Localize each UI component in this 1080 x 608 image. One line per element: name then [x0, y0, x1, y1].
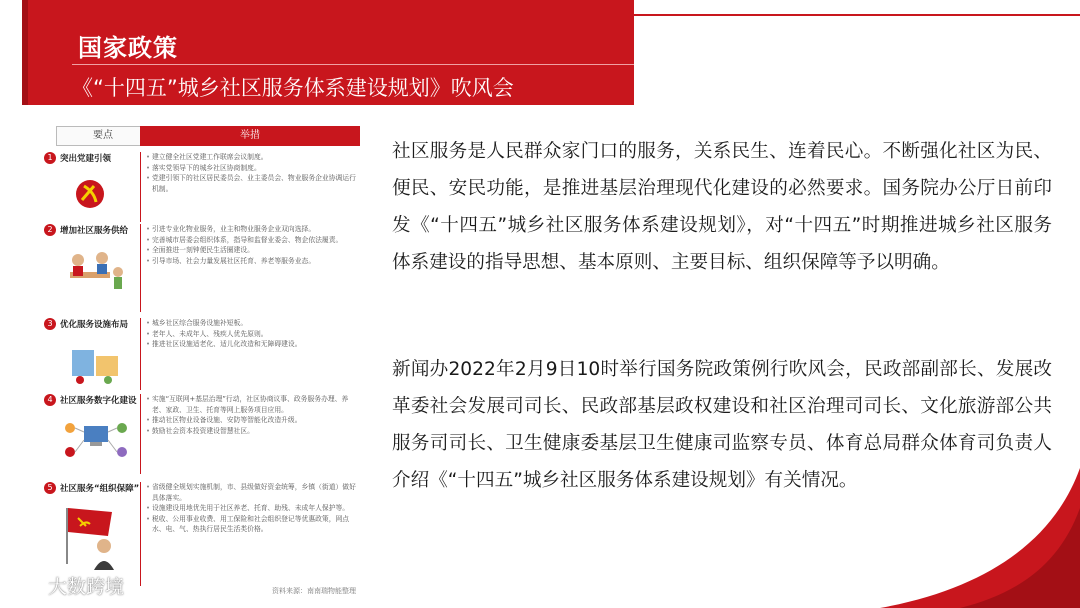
list-item: • 建立健全社区党建工作联席会议制度。	[146, 152, 356, 163]
section-digitalization	[40, 394, 360, 480]
list-item: • 推进社区设施适老化、适儿化改造和无障碍建设。	[146, 339, 356, 350]
list-item: • 鼓励社会资本投资建设智慧社区。	[146, 426, 356, 437]
digital-network-icon	[60, 412, 130, 462]
section-divider	[140, 318, 141, 390]
list-item: • 设施建设用地优先用于社区养老、托育、助残、未成年人保护等。	[146, 503, 356, 514]
section-party-building	[40, 152, 360, 232]
header-divider	[72, 64, 634, 65]
section-label: 增加社区服务供给	[60, 226, 129, 236]
party-flag-icon	[60, 500, 130, 570]
list-item: • 落实党领导下的城乡社区协商制度。	[146, 163, 356, 174]
section-number: 5	[44, 482, 56, 494]
section-measures	[146, 482, 356, 535]
facility-icon	[60, 336, 130, 386]
watermark-logo-icon	[12, 575, 42, 597]
list-item: • 推动社区物业设备设施、安防等智能化改造升级。	[146, 415, 356, 426]
intro-paragraph: 社区服务是人民群众家门口的服务，关系民生、连着民心。不断强化社区为民、便民、安民功能，是推进基层治理现代化建设的必然要求。国务院办公厅日前印发《“十四五”城乡社区服务体系建设规划》，对“十四五”时期推进城乡社区服务体系建设的指导思想、基本原则、主要目标、组织保障等予以明确。	[392, 141, 1052, 273]
party-emblem-icon	[60, 170, 130, 220]
section-label: 社区服务“组织保障”	[60, 484, 140, 494]
list-item: • 省级健全规划实施机制，市、县级做好资金统筹，乡镇（街道）做好具体落实。	[146, 482, 356, 503]
banner-edge	[22, 0, 28, 105]
section-number: 4	[44, 394, 56, 406]
banner-accent	[0, 0, 22, 105]
section-label: 优化服务设施布局	[60, 320, 129, 330]
policy-infographic	[40, 126, 360, 600]
watermark	[12, 572, 124, 599]
source-note: 资料来源：南南瑞物能整理	[272, 587, 356, 595]
section-number: 2	[44, 224, 56, 236]
list-item: • 城乡社区综合服务设施补短板。	[146, 318, 356, 329]
section-measures	[146, 152, 356, 194]
section-number: 1	[44, 152, 56, 164]
section-divider	[140, 224, 141, 312]
section-label: 突出党建引领	[60, 154, 112, 164]
list-item: • 实施“互联网+基层治理”行动，社区协商议事、政务服务办理、养老、家政、卫生、托育等网上服务项目应用。	[146, 394, 356, 415]
section-measures	[146, 318, 356, 350]
section-divider	[140, 394, 141, 474]
section-divider	[140, 482, 141, 586]
list-item: • 引进专业化物业服务，业主和物业服务企业双向选择。	[146, 224, 356, 235]
column-header-key-points: 要点	[56, 126, 150, 146]
community-service-icon	[60, 242, 130, 302]
section-label: 社区服务数字化建设	[60, 396, 137, 406]
section-measures	[146, 224, 356, 266]
list-item: • 老年人、未成年人、残疾人优先原则。	[146, 329, 356, 340]
list-item: • 引导市场、社会力量发展社区托育、养老等服务业态。	[146, 256, 356, 267]
section-facility-layout	[40, 318, 360, 398]
section-divider	[140, 152, 141, 222]
list-item: • 完善城市居委会组织体系，指导和监督业委会、物企依法履责。	[146, 235, 356, 246]
page-title: 国家政策	[78, 34, 178, 62]
column-header-measures: 举措	[140, 126, 360, 146]
section-service-supply	[40, 224, 360, 320]
list-item: • 税收、公用事业收费、用工保险和社会组织登记等优惠政策，网点水、电、气、热执行居民生活类价格。	[146, 514, 356, 535]
list-item: • 全面推进一刻钟便民生活圈建设。	[146, 245, 356, 256]
briefing-paragraph: 新闻办2022年2月9日10时举行国务院政策例行吹风会，民政部副部长、发展改革委社会发展司司长、民政部基层政权建设和社区治理司司长、文化旅游部公共服务司司长、卫生健康委基层卫生健康司监察专员、体育总局群众体育司负责人介绍《“十四五”城乡社区服务体系建设规划》有关情况。	[392, 359, 1052, 491]
watermark-text: 大数跨境	[48, 576, 125, 598]
section-measures	[146, 394, 356, 436]
page-subtitle: 《“十四五”城乡社区服务体系建设规划》吹风会	[72, 76, 514, 100]
list-item: • 党建引领下的社区居民委员会、业主委员会、物业服务企业协调运行机制。	[146, 173, 356, 194]
top-rule	[634, 14, 1080, 16]
section-number: 3	[44, 318, 56, 330]
